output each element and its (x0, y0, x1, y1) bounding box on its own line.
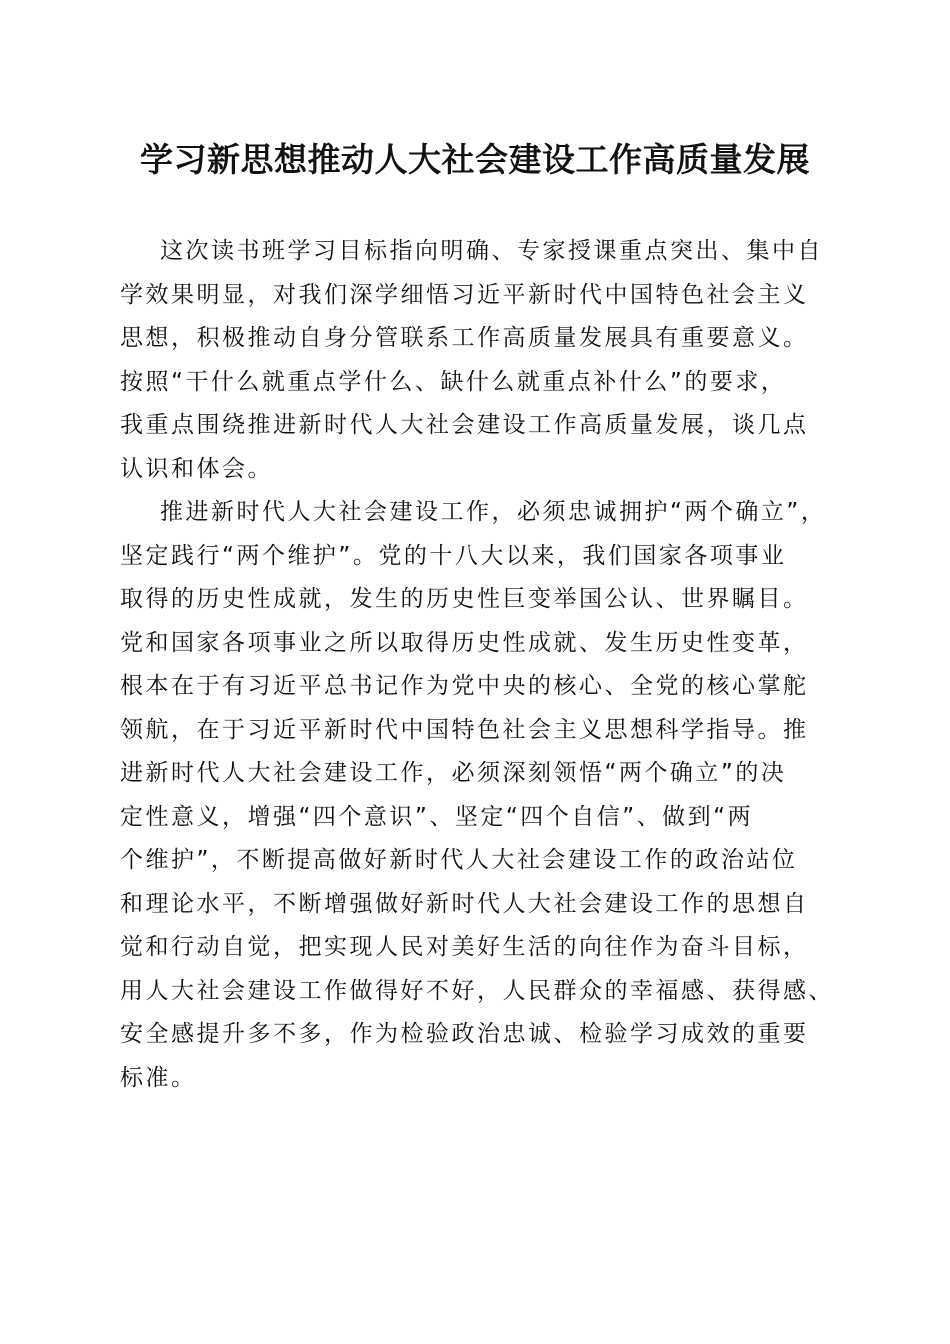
text-line: 用人大社会建设工作做得好不好，人民群众的幸福感、获得感、 (120, 977, 834, 1004)
text-line: 党和国家各项事业之所以取得历史性成就、发生历史性变革， (120, 629, 809, 656)
document-title: 学习新思想推动人大社会建设工作高质量发展 (140, 140, 810, 179)
text-line: 觉和行动自觉，把实现人民对美好生活的向往作为奋斗目标， (120, 934, 809, 960)
text-line: 按照“干什么就重点学什么、缺什么就重点补什么”的要求， (120, 368, 787, 395)
text-line: 认识和体会。 (120, 455, 273, 482)
text-line: 我重点围绕推进新时代人大社会建设工作高质量发展，谈几点 (120, 412, 809, 438)
text-line: 进新时代人大社会建设工作，必须深刻领悟“两个确立”的决 (120, 760, 787, 786)
text-line: 学效果明显，对我们深学细悟习近平新时代中国特色社会主义 (120, 281, 809, 308)
paragraph-2 (120, 491, 835, 1100)
text-line: 安全感提升多不多，作为检验政治忠诚、检验学习成效的重要 (120, 1021, 809, 1047)
document-body (120, 230, 835, 1100)
text-line: 标准。 (120, 1064, 197, 1091)
paragraph-1 (120, 230, 835, 491)
text-line: 和理论水平，不断增强做好新时代人大社会建设工作的思想自 (120, 890, 809, 917)
text-line: 个维护”，不断提高做好新时代人大社会建设工作的政治站位 (120, 847, 798, 873)
text-line: 领航，在于习近平新时代中国特色社会主义思想科学指导。推 (120, 716, 809, 743)
text-line: 取得的历史性成就，发生的历史性巨变举国公认、世界瞩目。 (120, 586, 809, 612)
text-line: 坚定践行“两个维护”。党的十八大以来，我们国家各项事业 (120, 542, 787, 569)
text-line: 这次读书班学习目标指向明确、专家授课重点突出、集中自 (160, 238, 823, 264)
text-line: 推进新时代人大社会建设工作，必须忠诚拥护“两个确立”， (160, 499, 827, 525)
text-line: 思想，积极推动自身分管联系工作高质量发展具有重要意义。 (120, 325, 809, 351)
text-line: 定性意义，增强“四个意识”、坚定“四个自信”、做到“两 (120, 803, 754, 830)
text-line: 根本在于有习近平总书记作为党中央的核心、全党的核心掌舵 (120, 673, 809, 699)
